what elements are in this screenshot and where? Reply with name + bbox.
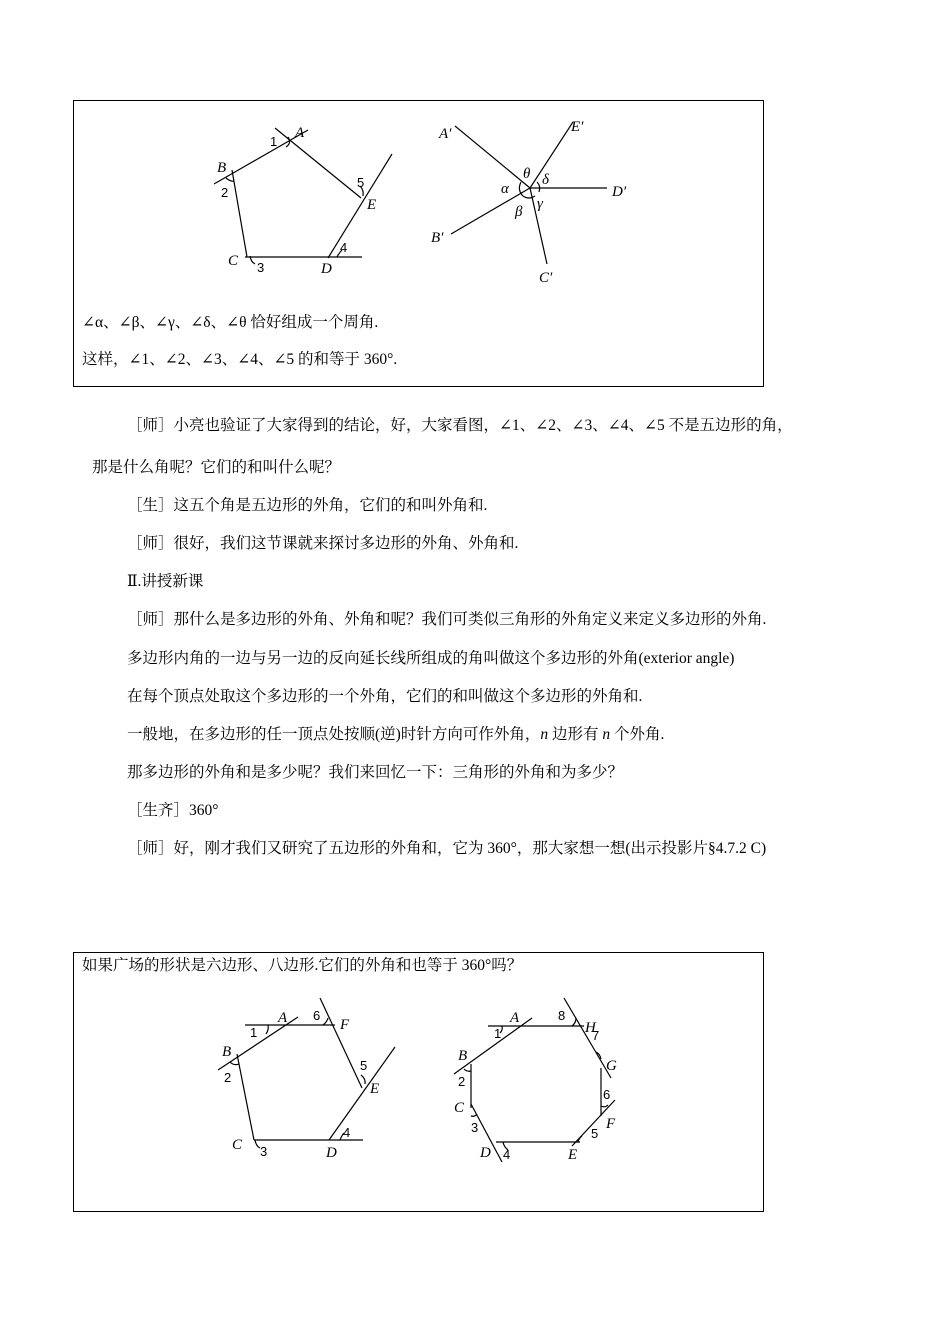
angle-label: β [515, 204, 523, 220]
box-question: 如果广场的形状是六边形、八边形.它们的外角和也等于 360°吗？ [82, 957, 523, 974]
ray-point-label: D′ [612, 184, 627, 200]
vertex-label: H [585, 1020, 596, 1036]
box-text-line-2: 这样，∠1、∠2、∠3、∠4、∠5 的和等于 360°. [82, 351, 398, 368]
octagon-exterior-angles-figure [440, 992, 640, 1170]
vertex-label: D [326, 1145, 337, 1161]
vertex-label: C [454, 1100, 465, 1116]
vertex-label: B [458, 1048, 468, 1064]
vertex-label: B [222, 1044, 232, 1060]
vertex-label: B [217, 160, 227, 176]
hexagon-exterior-angles-figure [210, 992, 410, 1167]
ray-point-label: A′ [439, 126, 452, 142]
paragraph: ［生］这五个角是五边形的外角，它们的和叫外角和. [127, 497, 488, 514]
paragraph: ［师］好，刚才我们又研究了五边形的外角和，它为 360°，那大家想一想(出示投影片§4.7.2 C) [127, 840, 767, 857]
vertex-label: F [606, 1116, 616, 1132]
paragraph: 那多边形的外角和是多少呢？我们来回忆一下：三角形的外角和为多少？ [127, 764, 624, 781]
angle-label: 5 [357, 175, 365, 190]
section-heading: Ⅱ.讲授新课 [127, 573, 204, 590]
ray-point-label: C′ [539, 270, 553, 286]
paragraph: 在每个顶点处取这个多边形的一个外角，它们的和叫做这个多边形的外角和. [127, 688, 643, 705]
angle-label: 4 [503, 1147, 511, 1162]
paragraph [127, 725, 664, 745]
angle-label: 3 [257, 260, 265, 275]
paragraph: 多边形内角的一边与另一边的反向延长线所组成的角叫做这个多边形的外角(exterior angle) [127, 650, 735, 667]
paragraph-text: 边形有 [548, 726, 603, 743]
paragraph-text: 个外角. [610, 726, 665, 743]
angle-label: 4 [343, 1125, 351, 1140]
ray-point-label: B′ [431, 230, 444, 246]
angle-label: α [501, 181, 509, 197]
angle-label: 1 [270, 134, 278, 149]
vertex-label: E [370, 1081, 380, 1097]
angle-label: 6 [313, 1008, 321, 1023]
vertex-label: E [367, 197, 377, 213]
vertex-label: D [480, 1145, 491, 1161]
angle-label: 5 [360, 1058, 368, 1073]
vertex-label: E [568, 1147, 578, 1163]
concurrent-rays-figure [425, 112, 645, 287]
vertex-label: A [278, 1010, 288, 1026]
variable-n: n [540, 726, 549, 743]
vertex-label: A [295, 125, 305, 141]
ray-point-label: E′ [571, 119, 584, 135]
vertex-label: D [321, 261, 332, 277]
paragraph-text: 一般地，在多边形的任一顶点处按顺(逆)时针方向可作外角， [127, 726, 541, 743]
paragraph: ［生齐］360° [127, 802, 219, 819]
figure-box-hexagon-octagon [73, 952, 764, 1212]
paragraph: ［师］很好，我们这节课就来探讨多边形的外角、外角和. [127, 535, 519, 552]
angle-label: 2 [458, 1074, 466, 1089]
angle-label: 3 [260, 1144, 268, 1159]
vertex-label: C [232, 1137, 243, 1153]
vertex-label: C [228, 253, 239, 269]
angle-label: γ [537, 196, 543, 212]
box-text-line-1: ∠α、∠β、∠γ、∠δ、∠θ 恰好组成一个周角. [82, 314, 379, 331]
variable-n: n [602, 726, 611, 743]
angle-label: 2 [224, 1070, 232, 1085]
paragraph: 那是什么角呢？它们的和叫什么呢？ [92, 459, 341, 476]
angle-label: 1 [250, 1025, 258, 1040]
angle-label: 6 [603, 1087, 611, 1102]
pentagon-exterior-angles-figure [200, 112, 410, 282]
paragraph: ［师］小亮也验证了大家得到的结论，好，大家看图，∠1、∠2、∠3、∠4、∠5 不是五边形的角， [127, 417, 793, 434]
angle-label: 8 [558, 1008, 566, 1023]
angle-label: 3 [471, 1120, 479, 1135]
figure-box-pentagon [73, 100, 764, 387]
vertex-label: G [606, 1058, 617, 1074]
paragraph: ［师］那什么是多边形的外角、外角和呢？我们可类似三角形的外角定义来定义多边形的外角. [127, 611, 767, 628]
angle-label: δ [542, 172, 549, 188]
angle-label: 4 [340, 240, 348, 255]
angle-label: 1 [494, 1026, 502, 1041]
vertex-label: F [340, 1017, 350, 1033]
angle-label: 5 [591, 1126, 599, 1141]
vertex-label: A [510, 1010, 520, 1026]
angle-label: θ [523, 166, 531, 182]
angle-label: 7 [592, 1028, 600, 1043]
angle-label: 2 [221, 185, 229, 200]
